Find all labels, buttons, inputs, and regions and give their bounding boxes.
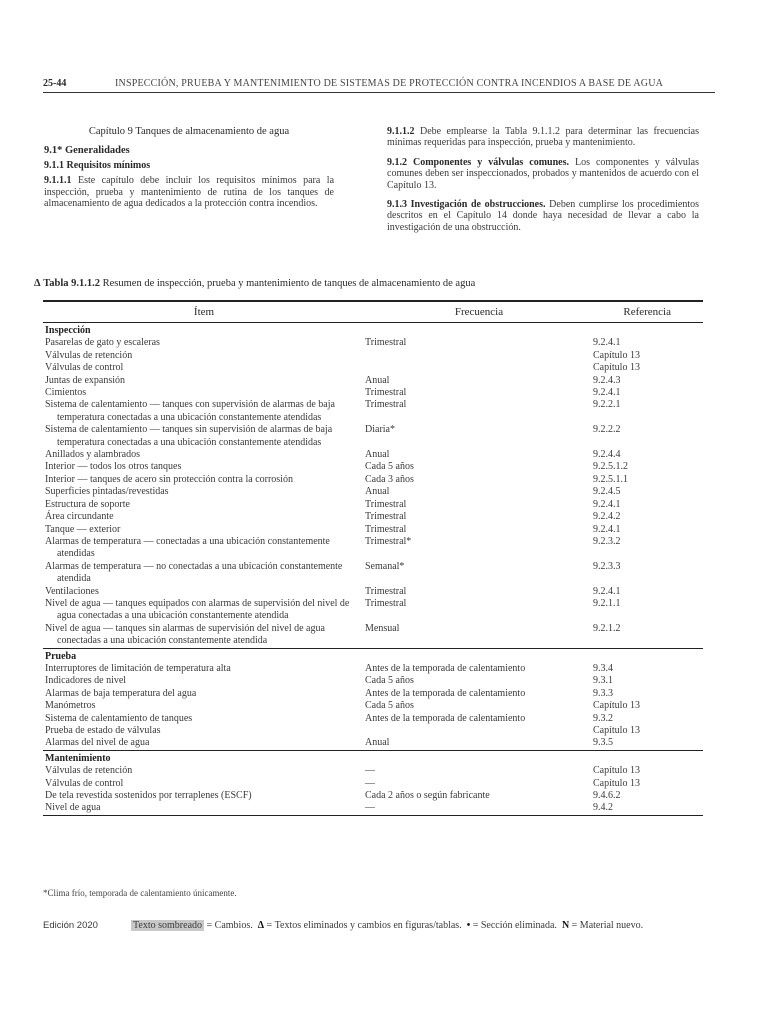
- section-row: [43, 323, 703, 338]
- cell-freq: Cada 5 años: [365, 675, 414, 687]
- cell-ref: 9.3.5: [593, 737, 613, 749]
- item-text: Sistema de calentamiento de tanques: [45, 712, 193, 724]
- cell-freq: Trimestral: [365, 399, 407, 411]
- table-row: [43, 350, 703, 362]
- cell-item: [43, 362, 365, 374]
- cell-freq: Antes de la temporada de calentamiento: [365, 687, 526, 699]
- cell-freq: Anual: [365, 486, 390, 498]
- item-text: Nivel de agua — tanques sin alarmas de supervisión del nivel de agua conectadas a una ubicación constantemente atendida: [45, 622, 325, 647]
- cell-item: [43, 663, 365, 675]
- item-text: Válvulas de retención: [45, 765, 133, 777]
- cell-ref: Capítulo 13: [593, 725, 640, 736]
- section-row: [43, 750, 703, 765]
- table-header-row: [43, 301, 703, 323]
- item-text: Tanque — exterior: [45, 523, 121, 535]
- cell-ref: 9.2.4.1: [593, 523, 621, 535]
- table-row: [43, 499, 703, 511]
- paragraph-text: Debe emplearse la Tabla 9.1.1.2 para determinar las frecuencias mínimas requeridas para inspección, prueba y mantenimiento.: [387, 126, 700, 149]
- table-body: [43, 323, 703, 816]
- cell-freq: Trimestral: [365, 337, 407, 349]
- table-row: [43, 561, 703, 586]
- cell-ref: 9.4.6.2: [593, 790, 621, 802]
- paragraph-number: 9.1.1.1: [44, 175, 72, 187]
- table-row: [43, 375, 703, 387]
- cell-ref: 9.2.3.3: [593, 560, 621, 572]
- paragraph-number: 9.1.2 Componentes y válvulas comunes.: [387, 156, 569, 168]
- cell-item: [43, 790, 365, 802]
- section-title: Inspección: [45, 325, 91, 336]
- item-text: Ventilaciones: [45, 585, 99, 597]
- cell-ref: 9.2.2.2: [593, 424, 621, 436]
- table-row: [43, 399, 703, 424]
- cell-ref: 9.3.4: [593, 662, 613, 674]
- cell-freq: [365, 725, 593, 737]
- cell-freq: Mensual: [365, 622, 400, 634]
- cell-item: [43, 598, 365, 623]
- cell-ref: 9.2.1.1: [593, 597, 621, 609]
- cell-item: [43, 536, 365, 561]
- cell-ref: 9.2.4.1: [593, 337, 621, 349]
- right-column: [387, 126, 699, 241]
- cell-freq: —: [365, 802, 593, 815]
- header-frequency: Frecuencia: [365, 301, 593, 323]
- delta-icon: Δ: [257, 920, 264, 931]
- cell-ref: 9.2.4.4: [593, 449, 621, 461]
- cell-item: [43, 688, 365, 700]
- table-row: [43, 725, 703, 737]
- paragraph-text: Este capítulo debe incluir los requisitos mínimos para la inspección, prueba y mantenimiento de rutina de los tanques de almacenamiento de agua dedicados a la protección contra incendios.: [44, 175, 335, 210]
- paragraph-text: Los componentes y válvulas comunes deben ser inspeccionados, probados y mantenidos de acuerdo con el Capítulo 13.: [387, 156, 699, 191]
- item-text: Indicadores de nivel: [45, 675, 127, 687]
- table-row: [43, 778, 703, 790]
- item-text: Nivel de agua: [45, 802, 101, 814]
- section-heading: 9.1* Generalidades: [44, 145, 130, 157]
- cell-freq: Anual: [365, 737, 390, 749]
- cell-freq: Anual: [365, 374, 390, 386]
- paragraph: [387, 199, 699, 233]
- cell-item: [43, 486, 365, 498]
- item-text: Sistema de calentamiento — tanques sin supervisión de alarmas de baja temperatura conectadas a una ubicación constantemente atendidas: [45, 424, 333, 448]
- paragraph-number: 9.1.1.2: [387, 126, 415, 137]
- table-row: [43, 387, 703, 399]
- item-text: De tela revestida sostenidos por terraplenes (ESCF): [45, 790, 252, 802]
- paragraph-number: 9.1.3 Investigación de obstrucciones.: [387, 199, 546, 211]
- cell-ref: 9.2.4.1: [593, 585, 621, 597]
- cell-ref: 9.4.2: [593, 802, 703, 815]
- table-row: [43, 424, 703, 449]
- table-row: [43, 765, 703, 777]
- cell-ref: Capítulo 13: [593, 700, 640, 712]
- cell-ref: Capítulo 13: [593, 777, 640, 789]
- cell-freq: Trimestral: [365, 498, 407, 510]
- table-row: [43, 511, 703, 523]
- table-row: [43, 688, 703, 700]
- cell-item: [43, 675, 365, 687]
- item-text: Alarmas del nivel de agua: [45, 737, 150, 749]
- cell-freq: Diaria*: [365, 424, 395, 436]
- cell-ref: 9.2.4.5: [593, 486, 621, 498]
- page-number: 25-44: [43, 78, 67, 89]
- item-text: Interior — tanques de acero sin protección contra la corrosión: [45, 473, 293, 485]
- cell-item: [43, 449, 365, 461]
- cell-item: [43, 350, 365, 362]
- item-text: Alarmas de temperatura — no conectadas a una ubicación constantemente atendida: [45, 560, 343, 585]
- cell-item: [43, 399, 365, 424]
- paragraph-text: Deben cumplirse los procedimientos descritos en el Capítulo 14 donde haya necesidad de llevar a cabo la investigación de una obstrucción.: [387, 199, 700, 233]
- cell-freq: —: [365, 777, 375, 789]
- table-row: [43, 362, 703, 374]
- bullet-icon: •: [466, 920, 471, 931]
- cell-item: [43, 713, 365, 725]
- item-text: Nivel de agua — tanques equipados con alarmas de supervisión del nivel de agua conectadas a una ubicación constantemente atendida: [45, 597, 350, 622]
- cell-item: [43, 511, 365, 523]
- cell-ref: 9.2.3.2: [593, 535, 621, 547]
- cell-ref: 9.2.5.1.1: [593, 473, 628, 485]
- legend-new-material: = Material nuevo.: [571, 920, 644, 931]
- cell-ref: 9.2.5.1.2: [593, 461, 628, 473]
- cell-ref: 9.2.4.1: [593, 498, 621, 510]
- cell-ref: 9.2.1.2: [593, 622, 621, 634]
- item-text: Interruptores de limitación de temperatura alta: [45, 662, 231, 674]
- legend-deleted-text: = Textos eliminados y cambios en figuras/tablas.: [266, 920, 462, 931]
- item-text: Interior — todos los otros tanques: [45, 461, 182, 473]
- cell-freq: Trimestral*: [365, 535, 412, 547]
- item-text: Anillados y alambrados: [45, 449, 140, 461]
- table-row: [43, 598, 703, 623]
- table-caption: [34, 278, 475, 289]
- cell-item: [43, 623, 365, 648]
- cell-ref: Capítulo 13: [593, 765, 640, 777]
- cell-freq: —: [365, 765, 375, 777]
- cell-ref: 9.3.2: [593, 712, 613, 724]
- cell-freq: Cada 3 años: [365, 473, 414, 485]
- cell-freq: Cada 5 años: [365, 461, 414, 473]
- inspection-table: [43, 300, 703, 816]
- cell-item: [43, 387, 365, 399]
- cell-ref: 9.2.4.3: [593, 374, 621, 386]
- cell-item: [43, 737, 365, 750]
- cell-freq: Trimestral: [365, 387, 407, 399]
- header-title: INSPECCIÓN, PRUEBA Y MANTENIMIENTO DE SISTEMAS DE PROTECCIÓN CONTRA INCENDIOS A BASE DE AGUA: [115, 78, 664, 89]
- table-row: [43, 675, 703, 687]
- header-reference: Referencia: [593, 301, 703, 323]
- cell-item: [43, 802, 365, 815]
- table-row: [43, 449, 703, 461]
- cell-freq: Trimestral: [365, 511, 407, 523]
- cell-item: [43, 499, 365, 511]
- cell-freq: [365, 362, 593, 374]
- table-row: [43, 524, 703, 536]
- item-text: Alarmas de baja temperatura del agua: [45, 687, 197, 699]
- cell-item: [43, 561, 365, 586]
- item-text: Superficies pintadas/revestidas: [45, 486, 169, 498]
- cell-item: [43, 700, 365, 712]
- item-text: Válvulas de control: [45, 777, 124, 789]
- cell-freq: Cada 2 años o según fabricante: [365, 790, 490, 802]
- section-title: Mantenimiento: [43, 750, 703, 765]
- cell-freq: Antes de la temporada de calentamiento: [365, 662, 526, 674]
- cell-freq: Anual: [365, 449, 390, 461]
- legend: [131, 920, 643, 931]
- cell-item: [43, 524, 365, 536]
- table-row: [43, 536, 703, 561]
- cell-item: [43, 461, 365, 473]
- table-row: [43, 802, 703, 815]
- item-text: Manómetros: [45, 700, 96, 712]
- running-header: [43, 78, 715, 93]
- table-row: [43, 623, 703, 648]
- cell-freq: Trimestral: [365, 585, 407, 597]
- edition-label: Edición 2020: [43, 920, 98, 931]
- cell-item: [43, 725, 365, 737]
- cell-ref: 9.3.3: [593, 687, 613, 699]
- legend-changes: = Cambios.: [206, 920, 253, 931]
- table-row: [43, 586, 703, 598]
- item-text: Sistema de calentamiento — tanques con supervisión de alarmas de baja temperatura conectadas a una ubicación constantemente atendidas: [45, 399, 335, 423]
- paragraph: [44, 175, 334, 209]
- table-row: [43, 337, 703, 349]
- subsection-heading: 9.1.1 Requisitos mínimos: [44, 159, 151, 171]
- cell-freq: Trimestral: [365, 597, 407, 609]
- section-row: [43, 648, 703, 663]
- table-row: [43, 790, 703, 802]
- cell-freq: [365, 350, 593, 362]
- cell-ref: 9.3.1: [593, 675, 613, 687]
- table-footnote: *Clima frío, temporada de calentamiento únicamente.: [43, 888, 237, 898]
- cell-item: [43, 424, 365, 449]
- cell-freq: Cada 5 años: [365, 700, 414, 712]
- legend-deleted-section: = Sección eliminada.: [472, 920, 557, 931]
- cell-freq: Trimestral: [365, 523, 407, 535]
- item-text: Cimientos: [45, 387, 87, 399]
- cell-item: [43, 337, 365, 349]
- cell-ref: 9.2.2.1: [593, 399, 621, 411]
- new-material-icon: N: [561, 920, 570, 931]
- chapter-title: Capítulo 9 Tanques de almacenamiento de agua: [88, 126, 290, 137]
- cell-freq: Semanal*: [365, 560, 405, 572]
- cell-item: [43, 375, 365, 387]
- paragraph: [387, 157, 699, 191]
- cell-ref: Capítulo 13: [593, 362, 640, 374]
- shaded-text-sample: Texto sombreado: [133, 920, 203, 931]
- item-text: Área circundante: [45, 511, 114, 523]
- header-item: Ítem: [43, 301, 365, 323]
- section-title: Prueba: [43, 648, 703, 663]
- cell-freq: Antes de la temporada de calentamiento: [365, 712, 526, 724]
- item-text: Prueba de estado de válvulas: [45, 725, 161, 736]
- table-row: [43, 713, 703, 725]
- cell-ref: 9.2.4.1: [593, 387, 621, 399]
- item-text: Estructura de soporte: [45, 498, 130, 510]
- item-text: Pasarelas de gato y escaleras: [45, 337, 160, 349]
- cell-ref: 9.2.4.2: [593, 511, 621, 523]
- paragraph: [387, 126, 699, 149]
- cell-item: [43, 586, 365, 598]
- cell-item: [43, 474, 365, 486]
- table-row: [43, 461, 703, 473]
- item-text: Alarmas de temperatura — conectadas a una ubicación constantemente atendidas: [45, 535, 330, 560]
- cell-item: [43, 778, 365, 790]
- item-text: Válvulas de control: [45, 362, 124, 374]
- table-row: [43, 700, 703, 712]
- table-row: [43, 474, 703, 486]
- table-row: [43, 737, 703, 750]
- table-caption-text: Resumen de inspección, prueba y mantenimiento de tanques de almacenamiento de agua: [102, 278, 476, 289]
- table-row: [43, 663, 703, 675]
- table-row: [43, 486, 703, 498]
- left-column: [44, 126, 334, 217]
- cell-ref: Capítulo 13: [593, 349, 640, 361]
- delta-mark: Δ: [34, 278, 41, 289]
- table-number: Tabla 9.1.1.2: [43, 278, 101, 289]
- item-text: Válvulas de retención: [45, 349, 133, 361]
- item-text: Juntas de expansión: [45, 374, 125, 386]
- cell-item: [43, 765, 365, 777]
